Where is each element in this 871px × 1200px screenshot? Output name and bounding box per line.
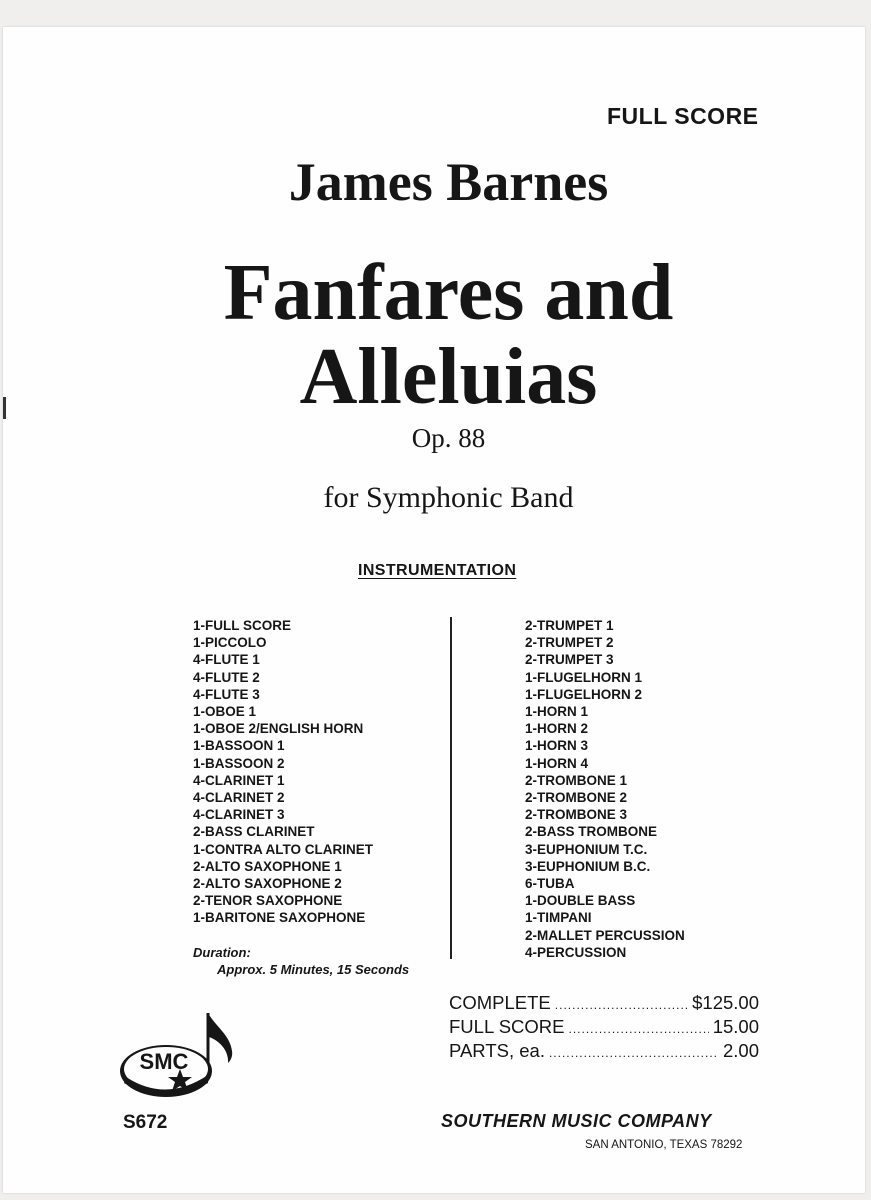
instrument-part-item: 2-TRUMPET 2 [525,635,614,651]
instrument-part-item: 2-MALLET PERCUSSION [525,927,685,943]
instrument-part-item: 1-HORN 1 [525,704,589,720]
instrument-part-item: 2-TROMBONE 2 [525,790,628,806]
price-amount: $125.00 [692,992,759,1013]
opus-number: Op. 88 [411,423,486,453]
instrument-part-item: 1-OBOE 1 [193,704,257,720]
instrument-part-item: 1-BARITONE SAXOPHONE [193,910,366,926]
title-line-2: Alleluias [299,333,598,421]
instrument-part-item: 3-EUPHONIUM T.C. [525,841,648,857]
title-line-1: Fanfares and [223,249,674,337]
instrument-part-item: 4-CLARINET 3 [193,807,285,823]
price-row-parts [449,1040,759,1064]
column-divider [450,617,452,959]
instrument-part-item: 4-PERCUSSION [525,944,627,960]
price-table [449,992,759,1064]
instrument-part-item: 1-PICCOLO [193,635,267,651]
duration-value: Approx. 5 Minutes, 15 Seconds [217,962,410,977]
instrument-part-item: 2-TROMBONE 1 [525,772,628,788]
smc-logo-icon [116,1007,236,1103]
instrument-part-item: 4-CLARINET 1 [193,772,285,788]
instrument-part-item: 4-FLUTE 2 [193,669,260,685]
price-label: FULL SCORE [449,1016,565,1037]
instrument-part-item: 4-FLUTE 1 [193,652,260,668]
instrument-part-item: 1-FULL SCORE [193,618,292,633]
instrument-part-item: 1-BASSOON 2 [193,755,285,771]
instrumentation-list-left [193,617,373,927]
instrument-part-item: 1-DOUBLE BASS [525,893,636,909]
instrument-part-item: 2-ALTO SAXOPHONE 2 [193,876,342,892]
logo-text: SMC [139,1049,189,1074]
publisher-address: SAN ANTONIO, TEXAS 78292 [585,1139,743,1151]
instrument-part-item: 6-TUBA [525,876,575,892]
dot-leader [555,995,688,1016]
instrument-part-item: 1-OBOE 2/ENGLISH HORN [193,721,364,737]
instrument-part-item: 2-TENOR SAXOPHONE [193,893,343,909]
publisher-name: SOUTHERN MUSIC COMPANY [441,1111,712,1131]
instrument-part-item: 2-TRUMPET 1 [525,618,614,633]
instrument-part-item: 3-EUPHONIUM B.C. [525,858,651,874]
catalog-number: S672 [123,1112,168,1133]
instrument-part-item: 1-TIMPANI [525,910,592,926]
instrument-part-item: 1-HORN 2 [525,721,589,737]
price-amount: 2.00 [722,1040,759,1061]
instrumentation-heading: INSTRUMENTATION [358,562,517,579]
subtitle: for Symphonic Band [323,481,574,514]
instrumentation-list-right [525,617,685,961]
instrument-part-item: 1-FLUGELHORN 1 [525,669,643,685]
price-label: PARTS, ea. [449,1040,545,1061]
instrument-part-item: 2-ALTO SAXOPHONE 1 [193,858,342,874]
price-label: COMPLETE [449,992,551,1013]
price-amount: 15.00 [712,1016,759,1037]
instrument-part-item: 2-BASS CLARINET [193,824,315,840]
instrument-part-item: 4-CLARINET 2 [193,790,285,806]
full-score-label: FULL SCORE [607,103,759,129]
instrument-part-item: 1-CONTRA ALTO CLARINET [193,841,373,857]
dot-leader [568,1019,708,1040]
instrument-part-item: 2-BASS TROMBONE [525,824,658,840]
dot-leader [549,1043,719,1064]
instrument-part-item: 1-FLUGELHORN 2 [525,686,643,702]
score-cover-page [3,27,865,1193]
instrument-part-item: 1-HORN 4 [525,755,589,771]
price-row-full-score [449,1016,759,1040]
duration-label: Duration: [193,945,251,960]
instrument-part-item: 2-TRUMPET 3 [525,652,614,668]
instrument-part-item: 2-TROMBONE 3 [525,807,628,823]
instrument-part-item: 1-BASSOON 1 [193,738,285,754]
composer-name: James Barnes [288,152,609,212]
instrument-part-item: 1-HORN 3 [525,738,589,754]
instrument-part-item: 4-FLUTE 3 [193,686,260,702]
price-row-complete [449,992,759,1016]
